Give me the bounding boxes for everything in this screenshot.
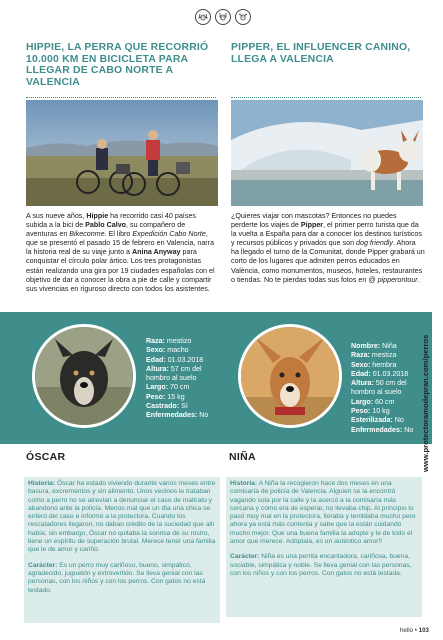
text-run: , su compañero de aventuras en	[26, 221, 186, 239]
article-body-pipper	[231, 212, 425, 285]
text: Niña es una perrita encantadora, cariñosa, buena, sociable, simpática y noble. Se lleva genial con las personas, con los niños y con los perros. Con gatos no está testada.	[230, 553, 412, 577]
text-run-bold: Anina Anyway	[131, 248, 181, 257]
oscar-description	[24, 477, 220, 623]
info-value: 15 kg	[165, 392, 185, 401]
info-value: 50 cm del hombro al suelo	[351, 379, 407, 397]
info-row	[146, 356, 218, 365]
article-title-hippie: HIPPIE, LA PERRA QUE RECORRIÓ 10.000 KM EN BICICLETA PARA LLEGAR DE CABO NORTE A VALENCIA	[26, 42, 209, 88]
info-key: Largo:	[351, 397, 374, 406]
info-value: mestizo	[164, 337, 192, 345]
info-key: Edad:	[146, 355, 166, 364]
info-key: Castrado:	[146, 402, 180, 411]
info-row	[351, 370, 419, 379]
info-value: No	[197, 411, 209, 420]
info-value: hembra	[370, 360, 397, 369]
label: Carácter:	[230, 553, 260, 561]
article-title-pipper: PIPPER, EL INFLUENCER CANINO, LLEGA A VALENCIA	[231, 42, 411, 65]
info-value: 60 cm	[373, 397, 395, 406]
text-run-bold: Pipper	[300, 221, 324, 230]
info-row	[146, 346, 218, 355]
dog-face-icon	[215, 9, 231, 25]
info-row	[351, 351, 419, 360]
article-body-hippie	[26, 212, 218, 294]
info-row	[351, 407, 419, 416]
text-run-italic: Expedición Cabo Norte	[132, 230, 206, 239]
info-row	[146, 365, 218, 384]
info-key: Altura:	[146, 364, 169, 373]
text-run-italic: Bikeconme	[69, 230, 105, 239]
info-value: 10 kg	[370, 407, 390, 416]
info-row	[351, 398, 419, 407]
nina-description	[226, 477, 422, 617]
text-run: A sus nueve años,	[26, 212, 87, 220]
text: Es un perro muy cariñoso, bueno, simpático, agradecido, juguetón y extrovertido. Se lleva genial con las personas, con los niños y con los perros. Con gatos no está testado.	[28, 561, 206, 594]
photo-oscar	[32, 324, 136, 428]
info-key: Sexo:	[146, 346, 166, 355]
title-separator	[231, 97, 421, 98]
text-run-bold: Pablo Calvo	[85, 221, 127, 230]
page-number: 103	[418, 627, 429, 634]
info-key: Raza:	[351, 351, 370, 360]
text-run: para conquistar el círculo polar ártico. Los tres protagonistas están realizando una gira por 19 ciudades españolas con el objetivo de dar a conocer la obra a pie de calle y compartir sus vivencias en riguroso directo con todos los asistentes.	[26, 248, 215, 293]
text-run: , que se presentó el pasado 15 de febrero en Valencia, narra la historia real de su viaje junto a	[26, 230, 215, 257]
info-value: Niña	[380, 342, 397, 350]
dog-face-icon	[235, 9, 251, 25]
info-value: 01.03.2018	[165, 355, 204, 364]
label: Historia:	[28, 480, 56, 487]
nina-info	[351, 342, 419, 435]
dog-name-nina: NIÑA	[229, 451, 256, 463]
oscar-info	[146, 337, 218, 421]
info-row	[146, 411, 218, 420]
oscar-character	[28, 562, 216, 595]
label: Historia:	[230, 480, 258, 487]
text-run: . Ahora ha llegado el turno de la Comunitat, donde Pipper grabará un corto de los lugares que admiten perros educados en València, como monumentos, museos, hoteles, restaurantes o tiendas. No te pierdas todas sus fotos en	[231, 239, 425, 284]
info-value: 70 cm	[168, 383, 190, 392]
shelter-website-link[interactable]: www.protectoramodepran.com/perros	[421, 334, 430, 472]
photo-hippie-cyclists	[26, 100, 218, 206]
info-row	[146, 383, 218, 392]
info-value: No	[402, 425, 414, 434]
info-key: Raza:	[146, 337, 165, 345]
page-footer: hello • 103	[399, 627, 429, 634]
info-value: mestiza	[369, 351, 397, 360]
info-key: Nombre:	[351, 342, 381, 350]
dog-name-oscar: ÓSCAR	[26, 451, 66, 463]
text-run-italic: dog friendly	[356, 239, 393, 248]
info-value: No	[392, 416, 404, 425]
info-key: Edad:	[351, 369, 371, 378]
info-value: 57 cm del hombro al suelo	[146, 364, 202, 383]
info-row	[351, 342, 419, 351]
header-icons	[195, 9, 251, 25]
photo-pipper-valencia	[231, 100, 423, 206]
info-key: Sexo:	[351, 360, 371, 369]
info-value: macho	[165, 346, 189, 355]
text-run: , el primer perro turista que da la vuelta a España para dar a conocer los destinos turísticos y recursos públicos y privados que son	[231, 221, 422, 248]
info-row	[351, 379, 419, 398]
info-key: Enfermedades:	[146, 411, 198, 420]
info-key: Largo:	[146, 383, 169, 392]
oscar-history	[28, 480, 216, 555]
info-key: Esterilizada:	[351, 416, 393, 425]
text: Óscar ha estado viviendo durante varios meses entre basura, excrementos y sin alimento. Unos vecinos le trataban como a perro no se atrevían a denunciar el caso de maltrato y abandono ante la policía. Menos mal que un día una chica se enteró del caso e informó a la protectora. Cuando los rescatadores llegaron, no daban crédito de la suciedad que allí había; sin embargo, Óscar no quitaba la sonrisa de su rostro, tiene un espíritu de superación brutal. Merece tener una familia que le de amor y cariño.	[28, 480, 216, 554]
footer-brand: hello	[399, 627, 414, 634]
nina-history	[230, 480, 418, 546]
title-separator	[26, 97, 216, 98]
dog-face-icon	[195, 9, 211, 25]
info-row	[146, 393, 218, 402]
text-run: ¿Quieres viajar con mascotas? Entonces no puedes perderte los viajes de	[231, 212, 397, 230]
info-row	[146, 337, 218, 346]
info-key: Peso:	[351, 407, 371, 416]
text-run-italic: @ pipperontour	[368, 275, 418, 284]
info-value: 01.03.2018	[370, 369, 409, 378]
photo-nina	[238, 324, 342, 428]
text-run-bold: Hippie	[86, 212, 109, 220]
info-key: Enfermedades:	[351, 425, 403, 434]
info-key: Altura:	[351, 379, 374, 388]
info-row	[146, 402, 218, 411]
info-row	[351, 416, 419, 425]
label: Carácter:	[28, 561, 58, 569]
nina-character	[230, 553, 418, 578]
text-run: . El libro	[104, 230, 133, 239]
text-run: .	[417, 275, 420, 284]
info-key: Peso:	[146, 392, 166, 401]
info-value: Sí	[179, 402, 188, 411]
text-run: ha recorrido casi 40 países subida a la bici de	[26, 212, 196, 230]
info-row	[351, 361, 419, 370]
text: A Niña la recogieron hace dos meses en una comisaría de policía de Valencia. Alguien se la encontró vagando sola por la calle y la acercó a la comisaría más cercana y cómo era de esperar, no llevaba chip. Al principio lo pasó muy mal en la protectora, lloraba y temblaba mucho pero ahora ya está más contenta y sabe que la están cuidando mucho mejor. Que una buena familia la adopte y le de todo el amor que merece. Adóptala, es un auténtico amor!!	[230, 480, 416, 546]
info-row	[351, 426, 419, 435]
